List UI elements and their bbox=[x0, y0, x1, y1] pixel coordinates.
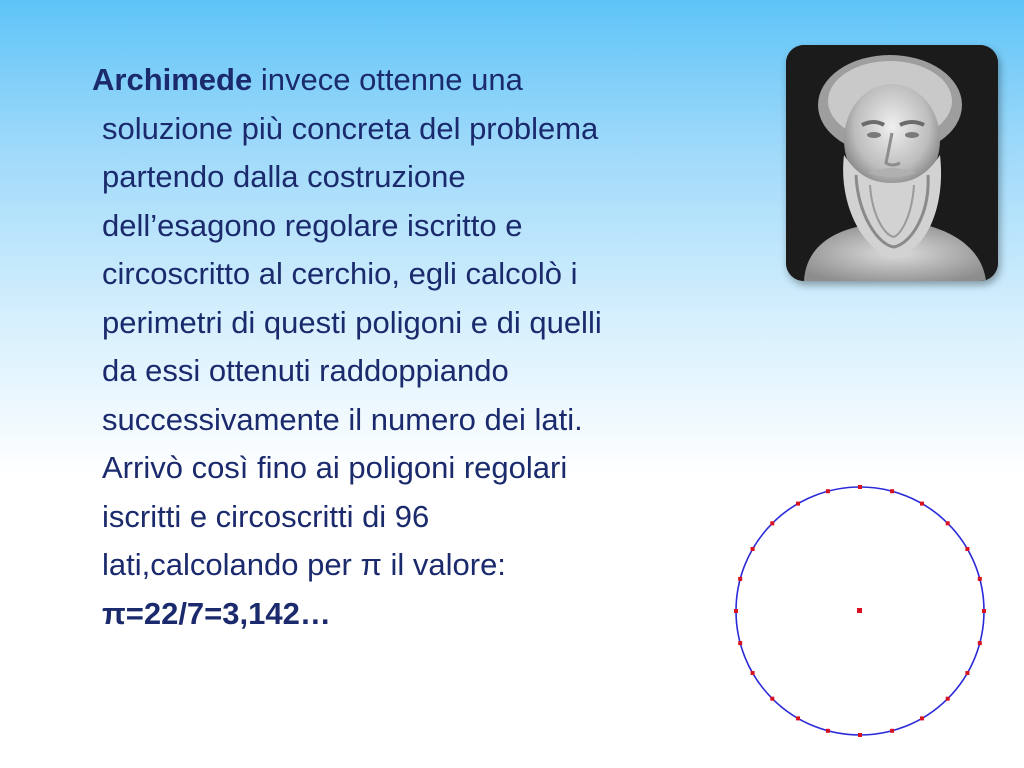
paragraph-line: perimetri di questi poligoni e di quelli bbox=[102, 304, 602, 340]
bust-drawing bbox=[786, 45, 998, 281]
paragraph-line: partendo dalla costruzione bbox=[102, 159, 466, 194]
polygon-vertex bbox=[770, 697, 774, 701]
paragraph-line-1 bbox=[92, 56, 802, 105]
archimedes-bust-image bbox=[786, 45, 998, 281]
polygon-vertex bbox=[826, 729, 830, 733]
polygon-vertex bbox=[920, 716, 924, 720]
polygon-vertex bbox=[890, 489, 894, 493]
polygon-vertex bbox=[920, 502, 924, 506]
polygon-vertex bbox=[858, 733, 862, 737]
paragraph-line: da essi ottenuti raddoppiando bbox=[102, 353, 509, 388]
polygon-vertex bbox=[858, 485, 862, 489]
main-paragraph bbox=[92, 56, 802, 638]
paragraph-line: soluzione più concreta del problema bbox=[102, 110, 599, 146]
polygon-vertex bbox=[796, 502, 800, 506]
polygon-vertex bbox=[978, 641, 982, 645]
polygon-vertex bbox=[826, 489, 830, 493]
polygon-vertex bbox=[965, 547, 969, 551]
polygon-vertex bbox=[751, 671, 755, 675]
paragraph-line: successivamente il numero dei lati. bbox=[102, 401, 583, 437]
archimede-name: Archimede bbox=[92, 62, 253, 97]
paragraph-line: iscritti e circoscritti di 96 bbox=[102, 498, 430, 534]
polygon-vertex bbox=[796, 716, 800, 720]
paragraph-line: Arrivò così fino ai poligoni regolari bbox=[102, 450, 568, 485]
polygon-vertex bbox=[946, 521, 950, 525]
line1-rest: invece ottenne una bbox=[252, 62, 523, 97]
polygon-vertex bbox=[978, 577, 982, 581]
paragraph-line: lati,calcolando per π il valore: bbox=[102, 547, 506, 582]
polygon-vertex bbox=[982, 609, 986, 613]
polygon-vertex bbox=[734, 609, 738, 613]
polygon-vertex bbox=[965, 671, 969, 675]
paragraph-line: circoscritto al cerchio, egli calcolò i bbox=[102, 256, 578, 291]
polygon-vertex bbox=[751, 547, 755, 551]
polygon-vertex bbox=[738, 641, 742, 645]
polygon-vertex bbox=[770, 521, 774, 525]
pi-formula: π=22/7=3,142… bbox=[102, 595, 331, 631]
paragraph-line: dell’esagono regolare iscritto e bbox=[102, 207, 523, 243]
circle-center-point bbox=[857, 608, 862, 613]
polygon-vertex bbox=[946, 697, 950, 701]
inscribed-polygon-figure bbox=[728, 478, 1008, 768]
polygon-vertex bbox=[890, 729, 894, 733]
polygon-vertex bbox=[738, 577, 742, 581]
